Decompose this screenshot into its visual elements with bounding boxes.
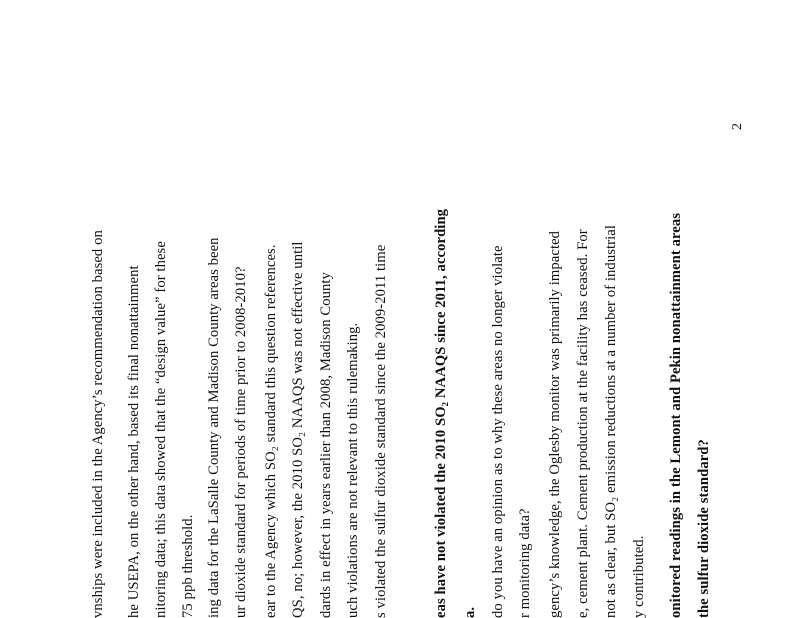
text-line: he USEPA, on the other hand, based its final nonattainment	[126, 265, 142, 618]
text-line: not as clear, but SO₂ emission reductions at a number of industrial	[603, 225, 619, 618]
text-line: ur dioxide standard for periods of time prior to 2008-2010?	[233, 266, 249, 618]
bold-question-text: onitored readings in the Lemont and Pekin nonattainment areas	[668, 212, 684, 618]
text-line: 75 ppb threshold.	[180, 514, 196, 618]
text-line: s violated the sulfur dioxide standard since the 2009-2011 time	[373, 244, 389, 618]
text-line: nitoring data; this data showed that the “design value” for these	[153, 241, 169, 618]
text-line	[696, 439, 712, 618]
text-line	[668, 213, 684, 618]
text-line: gency’s knowledge, the Oglesby monitor was primarily impacted	[547, 230, 563, 618]
text-line: uch violations are not relevant to this rulemaking.	[345, 322, 361, 618]
text-line: vnships were included in the Agency’s recommendation based on	[90, 230, 106, 618]
text-line: r monitoring data?	[517, 508, 533, 618]
text-line: y contributed.	[631, 535, 647, 618]
text-line: e, cement plant. Cement production at the facility has ceased. For	[575, 229, 591, 618]
text-line: ing data for the LaSalle County and Madison County areas been	[206, 237, 222, 618]
text-line: dards in effect in years earlier than 2008, Madison County	[318, 272, 334, 618]
bold-question-text: the sulfur dioxide standard?	[696, 439, 712, 618]
bold-question-text: a.	[462, 606, 478, 618]
text-line	[433, 209, 449, 618]
bold-question-text: eas have not violated the 2010 SO₂ NAAQS since 2011, according	[433, 208, 449, 618]
text-line: QS, no; however, the 2010 SO₂ NAAQS was not effective until	[290, 241, 306, 618]
text-line	[462, 607, 478, 618]
page-number: 2	[730, 123, 745, 130]
text-line: do you have an opinion as to why these areas no longer violate	[490, 245, 506, 618]
text-line: ear to the Agency which SO₂ standard this question references.	[263, 244, 279, 618]
